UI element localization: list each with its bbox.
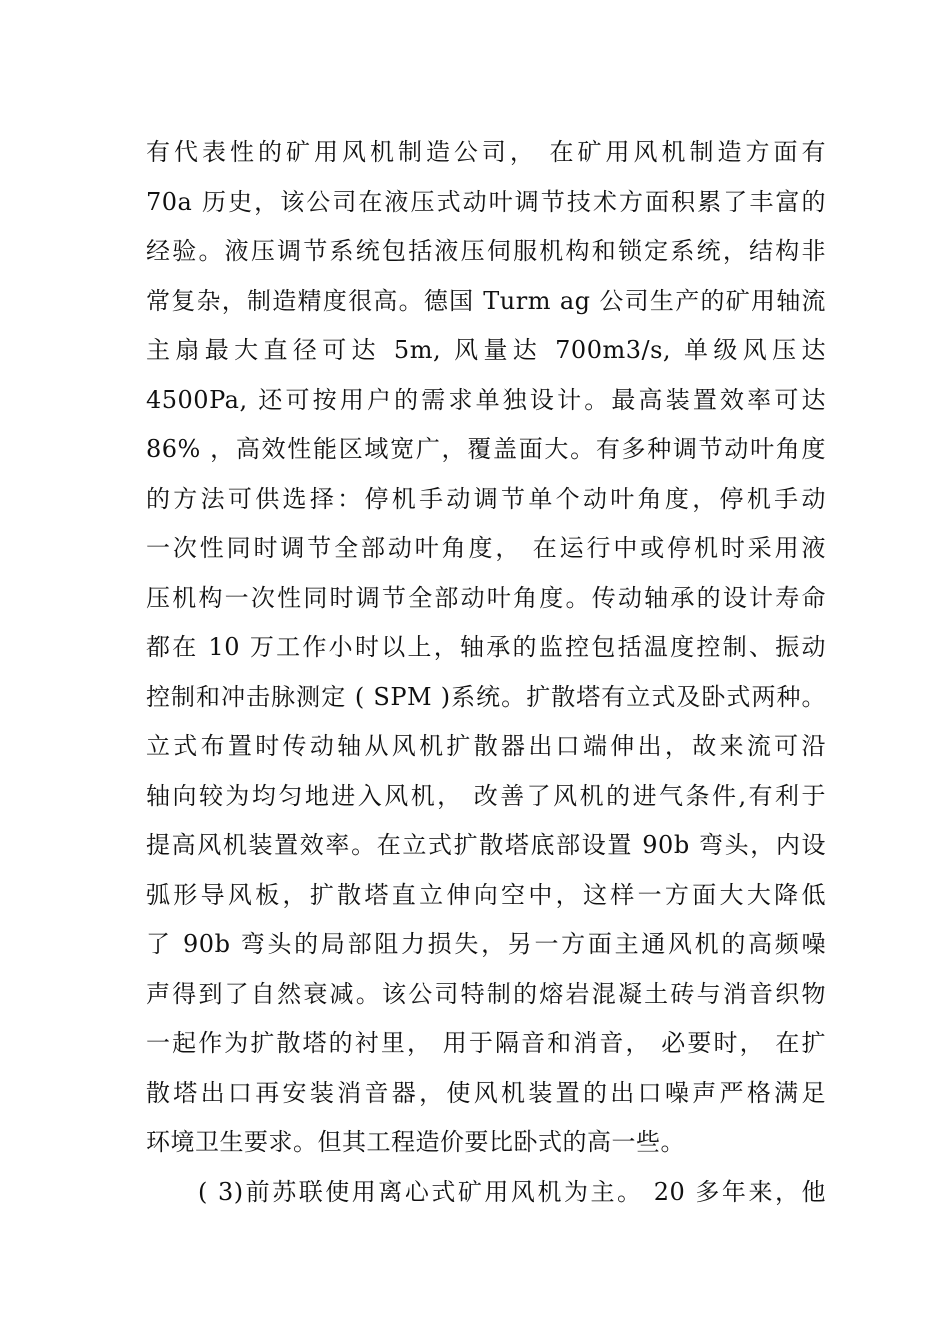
text-line: 的方法可供选择：停机手动调节单个动叶角度，停机手动 xyxy=(146,484,826,513)
text-line: 常复杂，制造精度很高。德国 Turm ag 公司生产的矿用轴流 xyxy=(146,286,826,315)
text-line: 弧形导风板，扩散塔直立伸向空中，这样一方面大大降低 xyxy=(146,880,826,909)
text-line: 主扇最大直径可达 5m, 风量达 700m3/s, 单级风压达 xyxy=(146,336,826,364)
text-line: 轴向较为均匀地进入风机， 改善了风机的进气条件,有利于 xyxy=(146,781,826,810)
body-text xyxy=(146,128,826,1217)
text-line: 都在 10 万工作小时以上，轴承的监控包括温度控制、振动 xyxy=(146,633,826,661)
text-line: 了 90b 弯头的局部阻力损失，另一方面主通风机的高频噪 xyxy=(146,930,826,958)
text-line: 86% ，高效性能区域宽广，覆盖面大。有多种调节动叶角度 xyxy=(146,435,826,463)
text-line: 一起作为扩散塔的衬里， 用于隔音和消音， 必要时， 在扩 xyxy=(146,1029,826,1057)
text-line: 70a 历史，该公司在液压式动叶调节技术方面积累了丰富的 xyxy=(146,187,826,216)
paragraph-end-line: 环境卫生要求。但其工程造价要比卧式的高一些。 xyxy=(146,1128,685,1156)
text-line: 4500Pa, 还可按用户的需求单独设计。最高装置效率可达 xyxy=(146,385,826,414)
text-line: 立式布置时传动轴从风机扩散器出口端伸出，故来流可沿 xyxy=(146,732,826,760)
text-line: 经验。液压调节系统包括液压伺服机构和锁定系统，结构非 xyxy=(146,237,826,265)
text-line: 散塔出口再安装消音器，使风机装置的出口噪声严格满足 xyxy=(146,1078,826,1107)
text-line: 控制和冲击脉测定 ( SPM )系统。扩散塔有立式及卧式两种。 xyxy=(146,682,826,711)
text-line: 提高风机装置效率。在立式扩散塔底部设置 90b 弯头，内设 xyxy=(146,831,826,859)
text-line: 有代表性的矿用风机制造公司， 在矿用风机制造方面有 xyxy=(146,138,826,166)
text-line: 声得到了自然衰减。该公司特制的熔岩混凝土砖与消音织物 xyxy=(146,979,826,1008)
text-line: 一次性同时调节全部动叶角度， 在运行中或停机时采用液 xyxy=(146,534,826,562)
next-paragraph-line: ( 3)前苏联使用离心式矿用风机为主。 20 多年来，他 xyxy=(198,1177,826,1206)
text-line: 压机构一次性同时调节全部动叶角度。传动轴承的设计寿命 xyxy=(146,583,826,612)
